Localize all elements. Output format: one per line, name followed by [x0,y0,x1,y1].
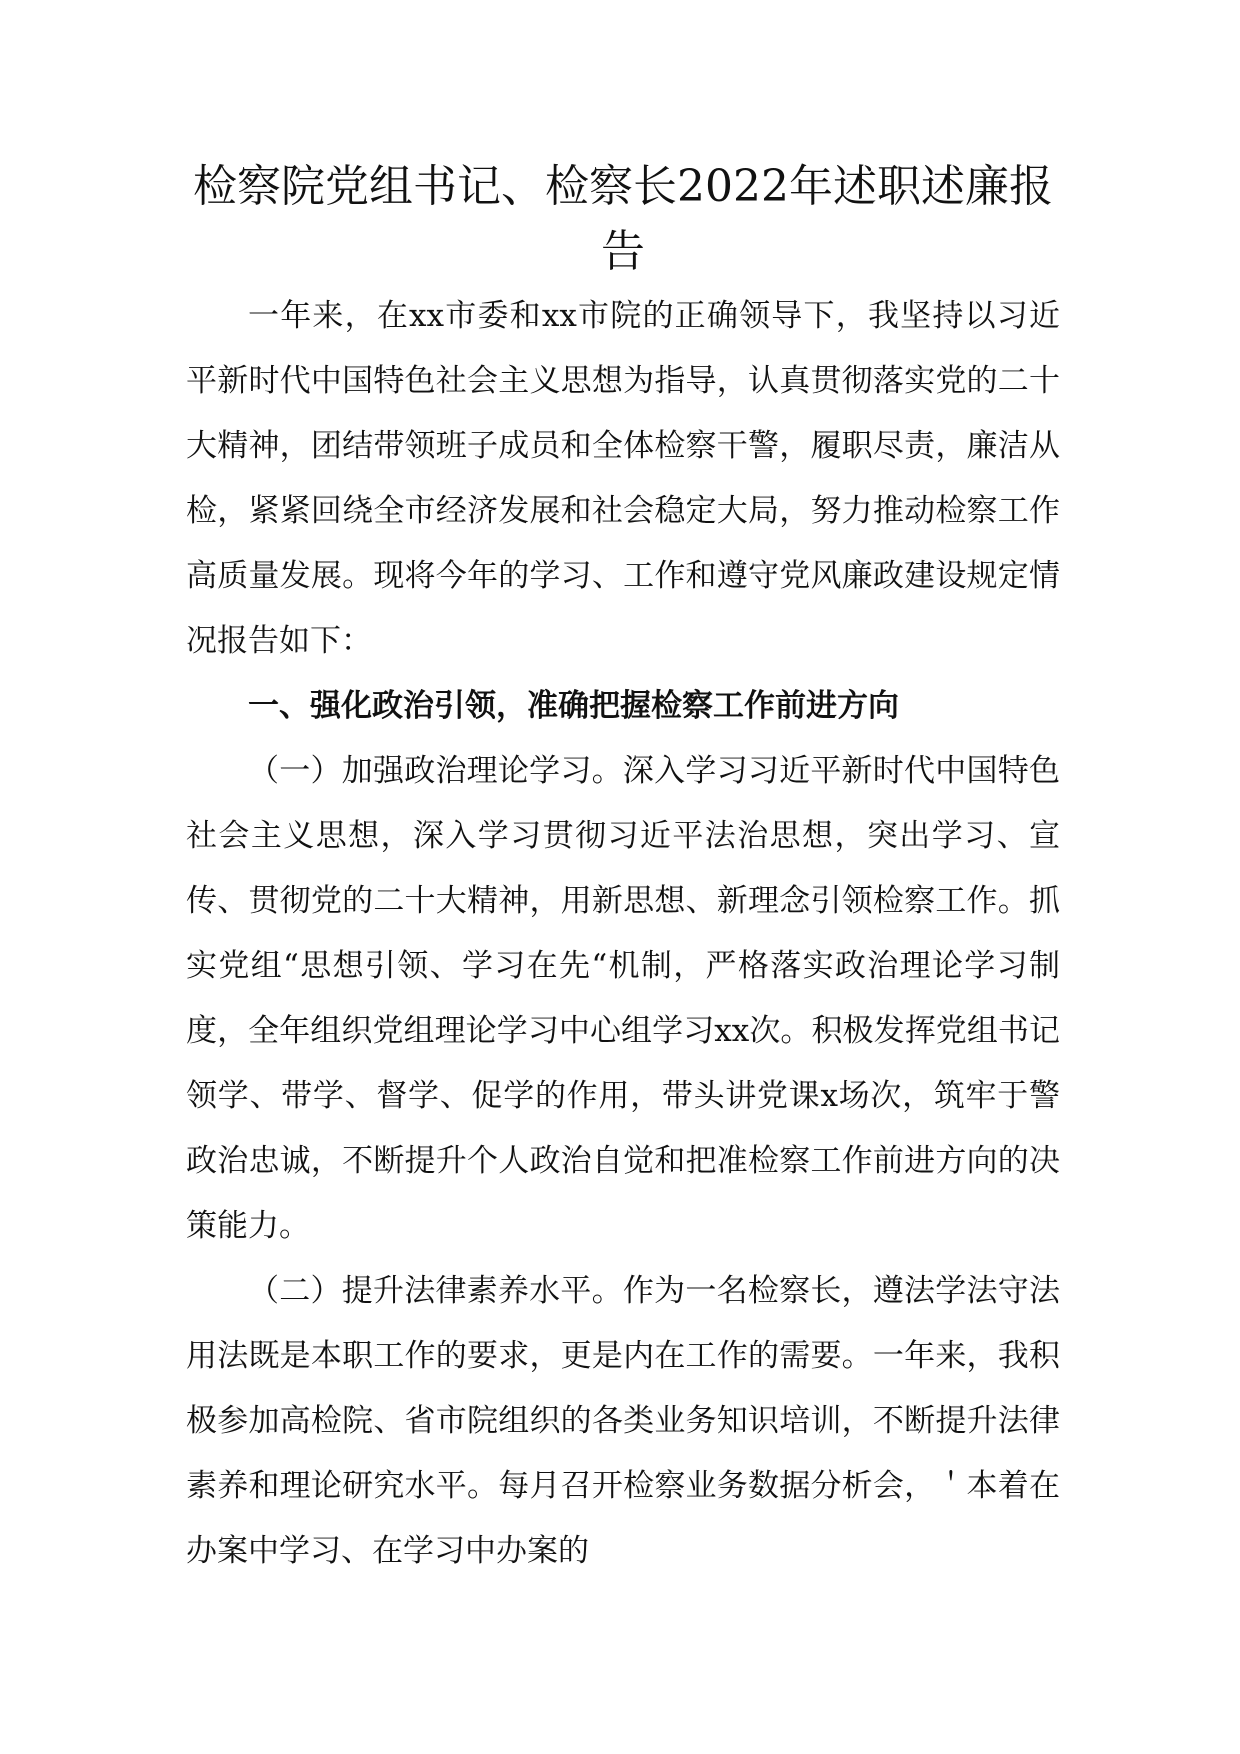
section-heading-1: 一、强化政治引领，准确把握检察工作前进方向 [248,688,899,724]
document-title: 检察院党组书记、检察长2022年述职述廉报告 [193,161,1053,277]
intro-paragraph: 一年来，在xx市委和xx市院的正确领导下，我坚持以习近平新时代中国特色社会主义思想为指导，认真贯彻落实党的二十大精神，团结带领班子成员和全体检察干警，履职尽责，廉洁从检，紧紧回绕全市经济发展和社会稳定大局，努力推动检察工作高质量发展。现将今年的学习、工作和遵守党风廉政建设规定情况报告如下： [186,298,1060,659]
subsection-paragraph-2: （二）提升法律素养水平。作为一名检察长，遵法学法守法用法既是本职工作的要求，更是内在工作的需要。一年来，我积极参加高检院、省市院组织的各类业务知识培训，不断提升法律素养和理论研究水平。每月召开检察业务数据分析会，＇本着在办案中学习、在学习中办案的 [186,1273,1060,1569]
subsection-paragraph-1: （一）加强政治理论学习。深入学习习近平新时代中国特色社会主义思想，深入学习贯彻习近平法治思想，突出学习、宣传、贯彻党的二十大精神，用新思想、新理念引领检察工作。抓实党组“思想引领、学习在先“机制，严格落实政治理论学习制度，全年组织党组理论学习中心组学习xx次。积极发挥党组书记领学、带学、督学、促学的作用，带头讲党课x场次，筑牢于警政治忠诚，不断提升个人政治自觉和把准检察工作前进方向的决策能力。 [186,753,1060,1244]
document-body [186,154,1060,1584]
